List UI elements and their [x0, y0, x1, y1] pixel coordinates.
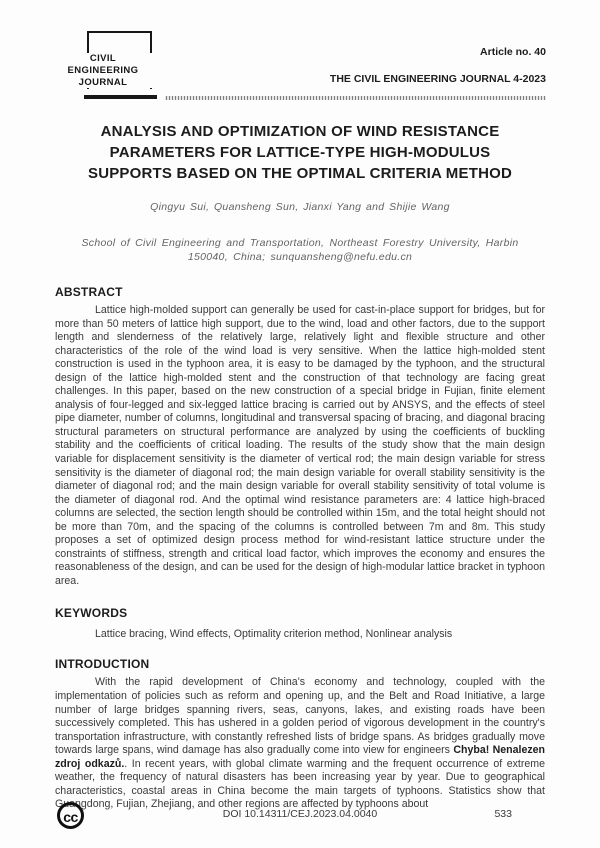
keywords-text: Lattice bracing, Wind effects, Optimality criterion method, Nonlinear analysis [95, 628, 453, 641]
introduction-text-part2: . In recent years, with global climate warming and the frequent occurrence of extreme weather, the frequency of natural disasters has been increasing year by year. Due to geographical characteristics, coastal areas in China become the main targets of typhoons. Statistics show that Guangdong, Fujian, Zhejiang, and other regions are affected by typhoons about [55, 757, 545, 811]
journal-name: THE CIVIL ENGINEERING JOURNAL 4-2023 [329, 73, 546, 85]
title-line-1: ANALYSIS AND OPTIMIZATION OF WIND RESISTANCE [100, 123, 500, 140]
introduction-text-part1: With the rapid development of China's economy and technology, coupled with the implementation of policies such as reform and opening up, and the Belt and Road Initiative, a large number of large bridges spanning rivers, seas, canyons, lakes, and existing roads have been successively completed. This has ushered in a golden period of vigorous development in the country's transportation infrastructure, with constantly refreshed lists of bridge spans. As bridges gradually move towards large spans, wind damage has also gradually come into view for engineers [55, 676, 545, 757]
keywords-heading: KEYWORDS [55, 606, 128, 621]
title-line-3: SUPPORTS BASED ON THE OPTIMAL CRITERIA METHOD [87, 165, 513, 182]
abstract-text: Lattice high-molded support can generally be used for cast-in-place support for bridges, but for more than 50 meters of lattice high support, due to the wind, load and other factors, due to the support length and slenderness of the relatively large, relatively light and flexible structure and other characteristics of the role of the wind load is very sensitive. When the lattice high-molded stent construction is used in the typhoon area, it is easy to be damaged by the typhoon, and the structural design of the lattice high-molded stent and the construction of that technology are facing great challenges. In this paper, based on the new construction of a special bridge in Fujian, finite element analysis of four-legged and six-legged lattice bracing is carried out by ANSYS, and the effects of steel pipe diameter, number of columns, longitudinal and transversal spacing of bracing, and diagonal bracing structural parameters on structural performance are analyzed by using the coefficients of buckling stability and the coefficients of critical loading. The results of the study show that the main design variable for displacement sensitivity is the diameter of vertical rod; the main design variable for stress sensitivity is the diameter of diagonal rod; the main design variable for overall stability sensitivity is the diameter of diagonal rod; and the main design variable for overall stability sensitivity of total volume is the diameter of diagonal rod. And the optimal wind resistance parameters are: 4 lattice high-braced columns are selected, the section length should be controlled within 15m, and the total height should not be more than 70m, and the spacing of the columns is controlled between 7m and 8m. This study proposes a set of optimized design process method for wind-resistant lattice structure under the constraints of stiffness, strength and critical load factor, which improves the economy and ensures the reasonableness of the design, and can be used for the design of high-modular lattice bracket in typhoon area. [55, 304, 545, 587]
authors-line: Qingyu Sui, Quansheng Sun, Jianxi Yang and Shijie Wang [150, 201, 450, 213]
page-title [55, 121, 545, 184]
logo-line-engineering: ENGINEERING [67, 64, 139, 76]
introduction-heading: INTRODUCTION [55, 657, 150, 672]
doi-label: DOI 10.14311/CEJ.2023.04.0040 [222, 808, 378, 820]
title-line-2: PARAMETERS FOR LATTICE-TYPE HIGH-MODULUS [109, 144, 491, 161]
article-number: Article no. 40 [480, 46, 546, 58]
abstract-heading: ABSTRACT [55, 285, 123, 299]
reference-error-bold-text: Chyba! Nenalezen zdroj odkazů. [55, 744, 546, 770]
creative-commons-icon[interactable]: cc [57, 802, 84, 829]
logo-line-civil: CIVIL [89, 53, 117, 64]
article-content [55, 0, 545, 812]
logo-line-journal: JOURNAL [78, 76, 128, 88]
introduction-text [55, 676, 545, 811]
affiliation-line: School of Civil Engineering and Transportation, Northeast Forestry University, Harbin 150040, China; sunquansheng@nefu.edu.cn [81, 237, 519, 263]
page-number: 533 [494, 808, 512, 820]
